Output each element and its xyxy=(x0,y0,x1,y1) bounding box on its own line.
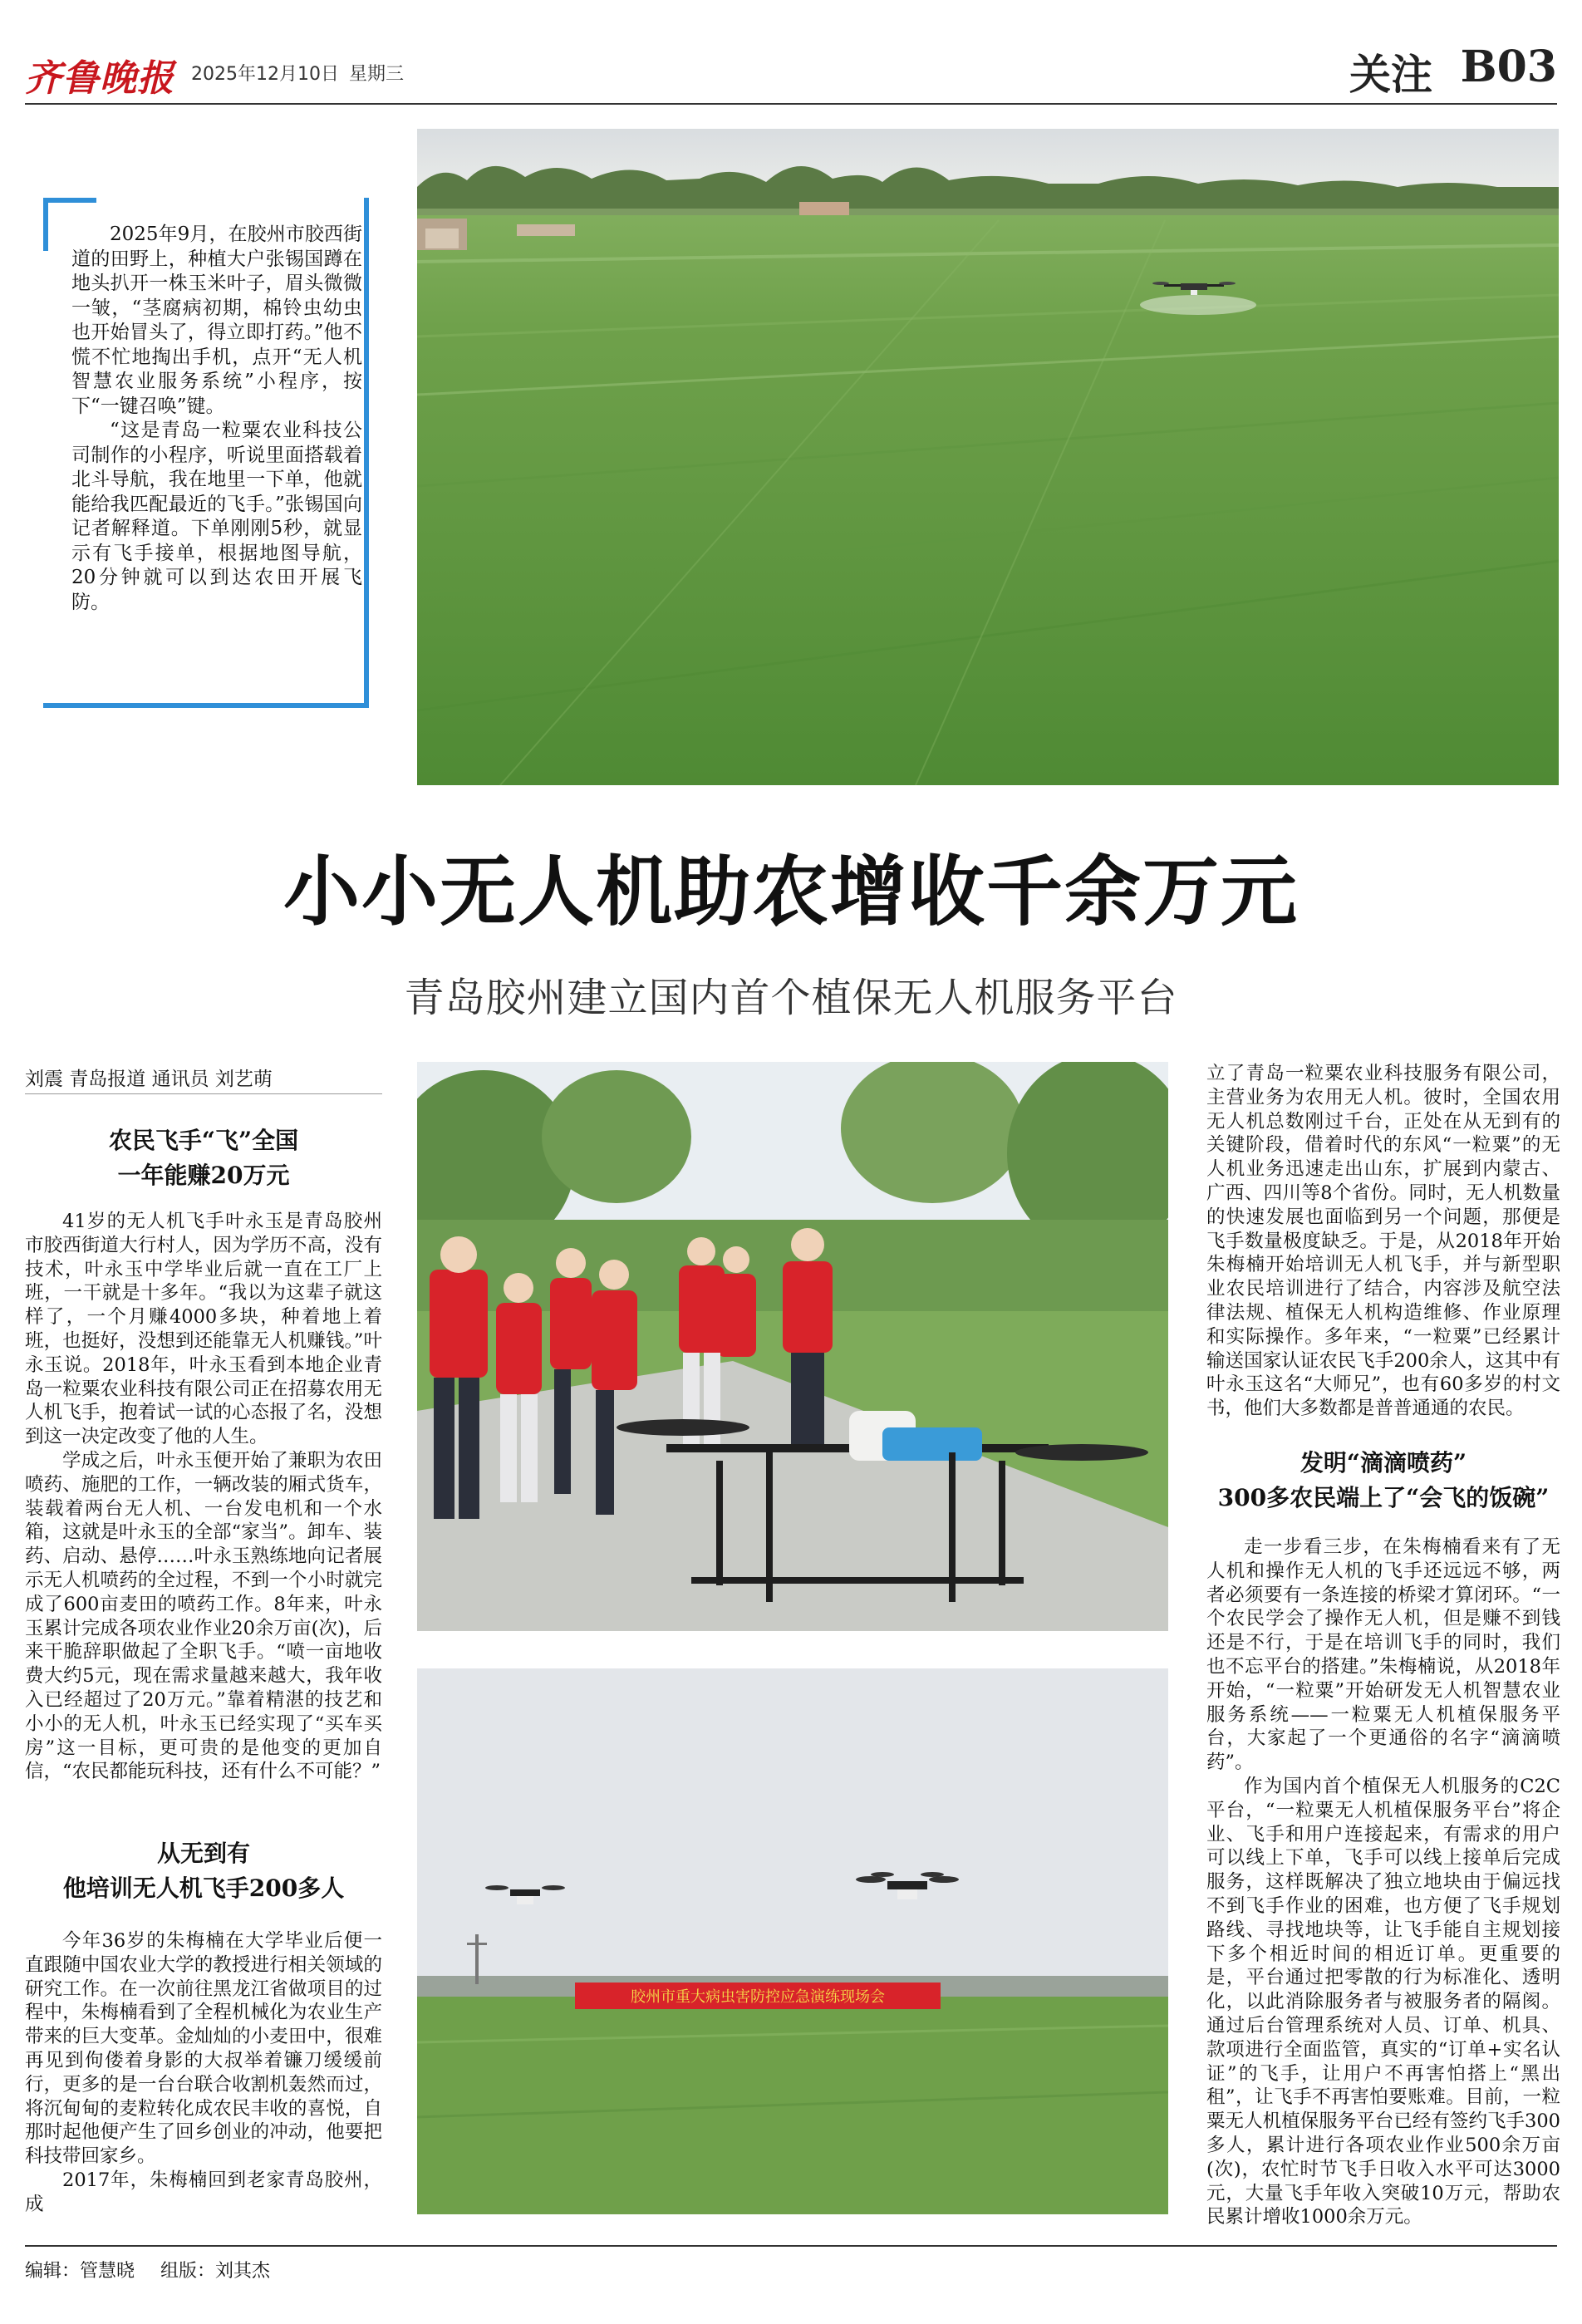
section-title-3 xyxy=(1206,1446,1560,1516)
page-subheadline: 青岛胶州建立国内首个植保无人机服务平台 xyxy=(404,975,1178,1021)
article-paragraph: 走一步看三步，在朱梅楠看来有了无人机和操作无人机的飞手还远远不够，两者必须要有一条连接的桥梁才算闭环。“一个农民学会了操作无人机，但是赚不到钱还是不行，于是在培训飞手的同时，我们也不忘平台的搭建。”朱梅楠说，从2018年开始，“一粒粟”开始研发无人机智慧农业服务系统——一粒粟无人机植保服务平台，大家起了一个更通俗的名字“滴滴喷药”。 xyxy=(1206,1536,1560,1774)
article-paragraph: 2017年，朱梅楠回到老家青岛胶州，成 xyxy=(25,2169,382,2215)
article-paragraph: 立了青岛一粒粟农业科技服务有限公司，主营业务为农用无人机。彼时，全国农用无人机总数刚过千台，正处在从无到有的关键阶段，借着时代的东风“一粒粟”的无人机业务迅速走出山东，扩展到内蒙古、广西、四川等8个省份。同时，无人机数量的快速发展也面临到另一个问题，那便是飞手数量极度缺乏。于是，从2018年开始朱梅楠开始培训无人机飞手，并与新型职业农民培训进行了结合，内容涉及航空法律法规、植保无人机构造维修、作业原理和实际操作。多年来，“一粒粟”已经累计输送国家认证农民飞手200余人，这其中有叶永玉这名“大师兄”，也有60多岁的村文书，他们大多数都是普普通通的农民。 xyxy=(1206,1063,1560,1420)
section-title-line: 农民飞手“飞”全国 xyxy=(108,1127,299,1154)
photo-wheat-field xyxy=(417,129,1559,785)
article-column-right xyxy=(1206,1062,1560,1421)
section-name: 关注 xyxy=(1349,50,1432,99)
intro-box xyxy=(43,198,369,708)
issue-weekday: 星期三 xyxy=(349,64,405,85)
issue-date: 2025年12月10日 xyxy=(191,64,339,85)
section-title-line: 300多农民端上了“会飞的饭碗” xyxy=(1217,1484,1550,1511)
banner-text: 胶州市重大病虫害防控应急演练现场会 xyxy=(631,1988,885,2006)
page-number: B03 xyxy=(1460,42,1557,92)
section-title-line: 发明“滴滴喷药” xyxy=(1300,1449,1467,1476)
article-column-right-lower xyxy=(1206,1535,1560,2229)
photo-drone-demonstration-image xyxy=(417,1668,1168,2214)
section-title-1 xyxy=(25,1123,382,1193)
newspaper-logo: 齐鲁晚报 xyxy=(25,57,174,100)
intro-text xyxy=(71,223,362,615)
masthead xyxy=(25,42,1557,101)
article-paragraph: 学成之后，叶永玉便开始了兼职为农田喷药、施肥的工作，一辆改装的厢式货车，装载着两台无人机、一台发电机和一个水箱，这就是叶永玉的全部“家当”。卸车、装药、启动、悬停……叶永玉熟练地向记者展示无人机喷药的全过程，不到一个小时就完成了600亩麦田的喷药工作。8年来，叶永玉累计完成各项农业作业20余万亩(次)，后来干脆辞职做起了全职飞手。“喷一亩地收费大约5元，现在需求量越来越大，我年收入已经超过了20万元。”靠着精湛的技艺和小小的无人机，叶永玉已经实现了“买车买房”这一目标，更可贵的是他变的更加自信，“农民都能玩科技，还有什么不可能？” xyxy=(25,1449,382,1783)
section-title-line: 从无到有 xyxy=(156,1840,250,1867)
byline: 刘震 青岛报道 通讯员 刘艺萌 xyxy=(25,1069,273,1090)
footer-credits xyxy=(25,2257,290,2282)
page-headline: 小小无人机助农增收千余万元 xyxy=(282,847,1299,936)
section-title-line: 一年能赚20万元 xyxy=(117,1162,290,1189)
photo-drone-demonstration xyxy=(417,1668,1168,2214)
photo-pilot-training-image xyxy=(417,1062,1168,1631)
article-paragraph: 41岁的无人机飞手叶永玉是青岛胶州市胶西街道大行村人，因为学历不高，没有技术，叶永玉中学毕业后就一直在工厂上班，一干就是十多年。“我以为这辈子就这样了，一个月赚4000多块，种着地上着班，也挺好，没想到还能靠无人机赚钱。”叶永玉说。2018年，叶永玉看到本地企业青岛一粒粟农业科技有限公司正在招募农用无人机飞手，抱着试一试的心态报了名，没想到这一决定改变了他的人生。 xyxy=(25,1211,382,1448)
bottom-rule xyxy=(25,2245,1557,2247)
intro-paragraph: 2025年9月，在胶州市胶西街道的田野上，种植大户张锡国蹲在地头扒开一株玉米叶子，眉头微微一皱，“茎腐病初期，棉铃虫幼虫也开始冒头了，得立即打药。”他不慌不忙地掏出手机，点开“无人机智慧农业服务系统”小程序，按下“一键召唤”键。 xyxy=(71,224,362,417)
photo-pilot-training xyxy=(417,1062,1168,1631)
article-paragraph: 作为国内首个植保无人机服务的C2C平台，“一粒粟无人机植保服务平台”将企业、飞手和用户连接起来，有需求的用户可以线上下单，飞手可以线上接单后完成服务，这样既解决了独立地块由于偏远找不到飞手作业的困难，也方便了飞手规划路线、寻找地块等，让飞手能自主规划接下多个相近时间的相近订单。更重要的是，平台通过把零散的行为标准化、透明化，以此消除服务者与被服务者的隔阂。通过后台管理系统对人员、订单、机具、款项进行全面监管，真实的“订单+实名认证”的飞手，让用户不再害怕搭上“黑出租”，让飞手不再害怕要账难。目前，一粒粟无人机植保服务平台已经有签约飞手300多人，累计进行各项农业作业500余万亩(次)，农忙时节飞手日收入水平可达3000元，大量飞手年收入突破10万元，帮助农民累计增收1000余万元。 xyxy=(1206,1775,1560,2228)
photo-wheat-field-image xyxy=(417,129,1559,785)
footer-layout: 组版：刘其杰 xyxy=(160,2261,271,2282)
intro-paragraph: “这是青岛一粒粟农业科技公司制作的小程序，听说里面搭载着北斗导航，我在地里一下单，他就能给我匹配最近的飞手。”张锡国向记者解释道。下单刚刚5秒，就显示有飞手接单，根据地图导航，20分钟就可以到达农田开展飞防。 xyxy=(71,420,362,613)
section-title-line: 他培训无人机飞手200多人 xyxy=(62,1874,345,1902)
footer-editor: 编辑：管慧晓 xyxy=(25,2261,135,2282)
byline-rule xyxy=(25,1093,382,1094)
top-rule xyxy=(25,103,1557,105)
article-column-left xyxy=(25,1210,382,1784)
section-title-2 xyxy=(25,1836,382,1906)
article-column-left-lower xyxy=(25,1929,382,2217)
article-paragraph: 今年36岁的朱梅楠在大学毕业后便一直跟随中国农业大学的教授进行相关领域的研究工作。在一次前往黑龙江省做项目的过程中，朱梅楠看到了全程机械化为农业生产带来的巨大变革。金灿灿的小麦田中，很难再见到佝偻着身影的大叔举着镰刀缓缓前行，更多的是一台台联合收割机轰然而过，将沉甸甸的麦粒转化成农民丰收的喜悦，自那时起他便产生了回乡创业的冲动，他要把科技带回家乡。 xyxy=(25,1930,382,2168)
